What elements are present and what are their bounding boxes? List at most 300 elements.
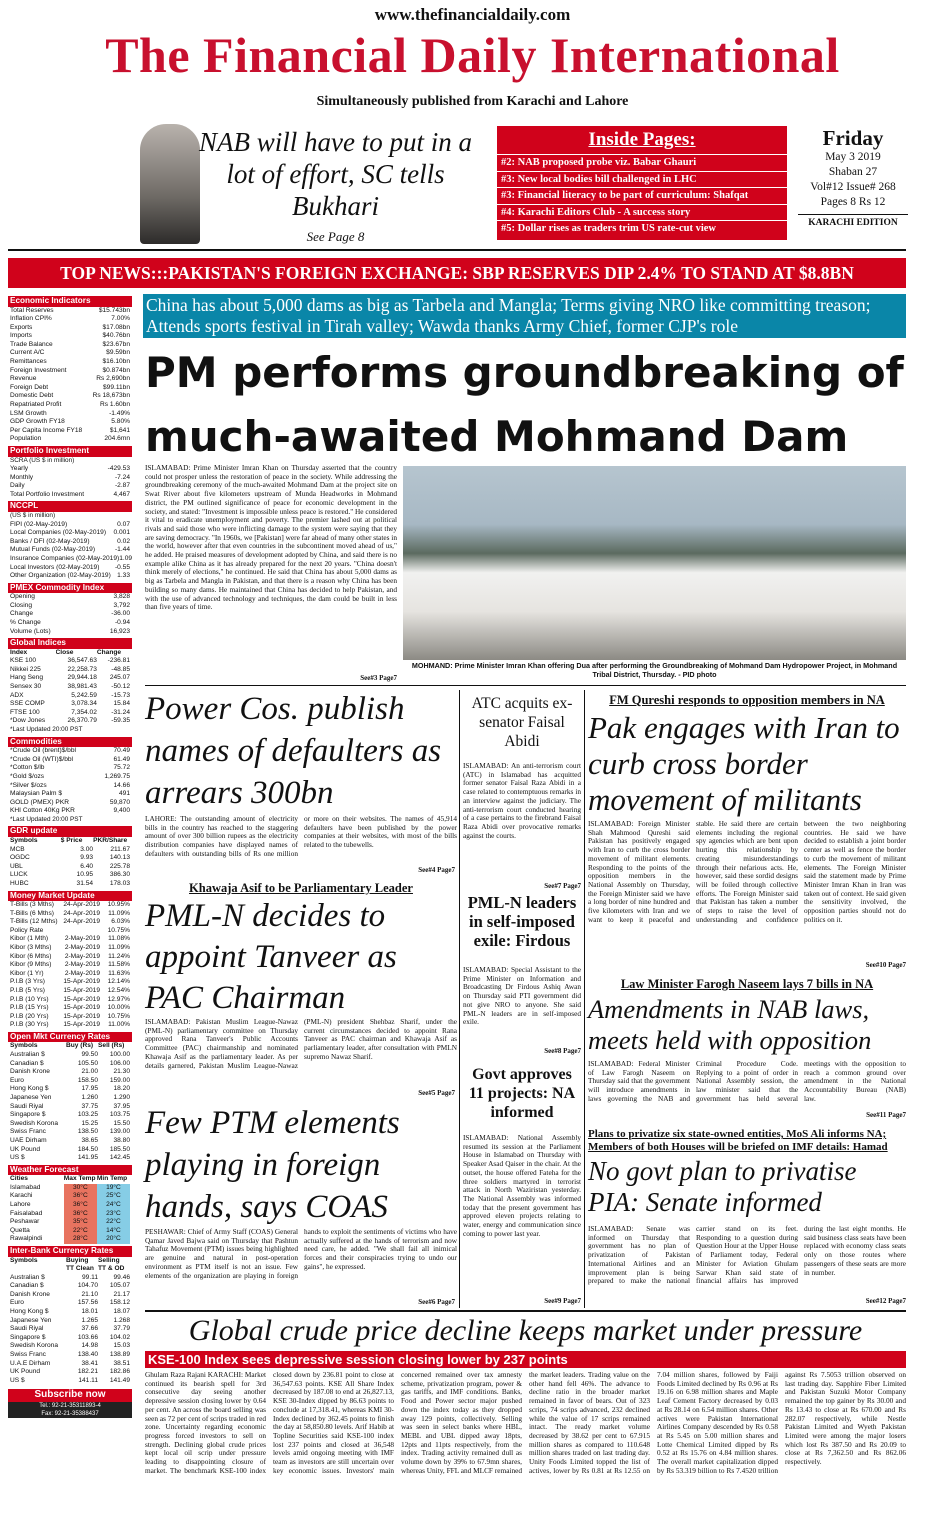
- weather-cell: 19°C: [97, 1184, 130, 1193]
- openmkt-cell: Swedish Korona: [10, 1119, 59, 1127]
- econ-label: Inflation CPI%: [10, 315, 52, 323]
- indices-cell: FTSE 100: [10, 708, 40, 716]
- commodities-value: 491: [118, 790, 130, 798]
- econ-value: 7.00%: [111, 315, 130, 323]
- commodities-row: [8, 773, 132, 782]
- money-cell: 11.09%: [108, 909, 130, 917]
- openmkt-cell: 21.30: [113, 1068, 130, 1076]
- money-cell: 2-May-2019: [64, 961, 100, 969]
- top-news-banner[interactable]: TOP NEWS:::PAKISTAN'S FOREIGN EXCHANGE: SBP RESERVES DIP 2.4% TO STAND AT $8.8BN: [8, 258, 906, 288]
- commodities-row: [8, 782, 132, 791]
- masthead-title: The Financial Daily International: [105, 27, 840, 83]
- pmex-row: [8, 593, 132, 602]
- commodities-value: 61.49: [113, 755, 130, 763]
- openmkt-cell: Danish Krone: [10, 1068, 50, 1076]
- interbank-cell: 141.11: [78, 1376, 98, 1384]
- indices-cell: 36,547.63: [67, 657, 97, 665]
- openmkt-cell: 103.75: [109, 1111, 130, 1119]
- econ-value: $99.11bn: [102, 383, 130, 391]
- money-cell: P.I.B (15 Yrs): [10, 1004, 49, 1012]
- money-cell: T-Bills (3 Mths): [10, 901, 54, 909]
- gdr-cell: HUBC: [10, 879, 29, 887]
- weather-cell: 23°C: [97, 1210, 130, 1219]
- openmkt-cell: Australian $: [10, 1051, 45, 1059]
- gdr-header: PKR/Share: [93, 836, 128, 844]
- indices-cell: 245.07: [109, 674, 130, 682]
- econ-label: Population: [10, 435, 42, 443]
- interbank-table: [8, 1257, 132, 1386]
- commodities-label: GOLD (PMEX) PKR: [10, 798, 69, 806]
- gdr-cell: 211.67: [110, 845, 130, 853]
- interbank-cell: 99.11: [81, 1273, 98, 1281]
- interbank-cell: US $: [10, 1376, 25, 1384]
- commodities-row: [8, 747, 132, 756]
- money-cell: P.I.B (3 Yrs): [10, 978, 45, 986]
- openmkt-header: Symbols: [10, 1042, 38, 1050]
- pia-body: ISLAMABAD: Senate was informed on Thursday that government has no plan of privatization of Pakistan International Airlines and an improvement plan is being prepared to make the national carrier stand on its feet. Responding to a question during Question Hour at the Upper House of Parliament today, Federal Minister for Aviation Ghulam Sarwar Khan said state of financial affairs has improved during the last eight months. He said business class seats have been replaced with economy class seats only on those routes where passengers of these seats are more in number.: [588, 1225, 906, 1286]
- nccpl-row: [8, 529, 132, 538]
- commodities-title: Commodities: [8, 737, 132, 748]
- money-cell: 15-Apr-2019: [63, 978, 100, 986]
- pmex-label: Opening: [10, 593, 35, 601]
- interbank-cell: Japanese Yen: [10, 1316, 52, 1324]
- money-cell: T-Bills (12 Mths): [10, 918, 58, 926]
- weather-cell: 36°C: [64, 1192, 97, 1201]
- weather-cell: 20°C: [97, 1235, 130, 1244]
- openmkt-title: Open Mkt Currency Rates: [8, 1032, 132, 1043]
- pmex-row: [8, 602, 132, 611]
- openmkt-cell: 1.260: [81, 1094, 98, 1101]
- section-divider: [145, 1310, 906, 1312]
- econ-row: [8, 401, 132, 410]
- econ-label: Foreign Debt: [10, 383, 49, 391]
- nccpl-value: -0.55: [114, 563, 130, 571]
- pmex-row: [8, 628, 132, 637]
- money-cell: 10.75%: [107, 1012, 130, 1020]
- econ-row: [8, 427, 132, 436]
- openmkt-cell: Singapore $: [10, 1111, 46, 1119]
- money-cell: 12.97%: [107, 995, 130, 1003]
- interbank-cell: 1.268: [113, 1316, 130, 1324]
- interbank-cell: 105.07: [109, 1282, 130, 1290]
- commodities-note: *Last Updated 20:00 PST: [10, 815, 83, 823]
- pml-headline[interactable]: PML-N decides to appoint Tanveer as PAC Chairman: [145, 898, 397, 1016]
- money-cell: Kibor (1 Yr): [10, 969, 44, 977]
- econ-title: Economic Indicators: [8, 296, 132, 307]
- portfolio-subtitle: SCRA (US $ in million): [10, 456, 75, 464]
- govt-headline[interactable]: Govt approves 11 projects: NA informed: [468, 1066, 576, 1121]
- inside-item[interactable]: #2: NAB proposed probe viz. Babar Ghauri: [497, 154, 787, 171]
- interbank-cell: Hong Kong $: [10, 1308, 49, 1316]
- lead-headline[interactable]: PM performs groundbreaking of much-awaited Mohmand Dam: [145, 348, 904, 461]
- iran-see: See#10 Page7: [865, 961, 906, 969]
- money-cell: 2-May-2019: [64, 935, 100, 943]
- crude-headline[interactable]: Global crude price decline keeps market under pressure: [188, 1314, 863, 1347]
- econ-label: Remittances: [10, 358, 47, 366]
- teaser-photo: [140, 124, 200, 244]
- gdr-cell: MCB: [10, 845, 25, 853]
- interbank-cell: 38.51: [113, 1359, 130, 1367]
- pia-tagline: Plans to privatize six state-owned entities, MoS Ali informs NA; Members of both Houses will be briefed on IMF details: Hamad: [588, 1128, 888, 1153]
- date-volume: Vol#12 Issue# 268: [810, 181, 896, 193]
- econ-label: Repatriated Profit: [10, 401, 62, 409]
- pml-see: See#5 Page7: [418, 1089, 455, 1097]
- money-cell: 15-Apr-2019: [63, 986, 100, 994]
- indices-cell: 7,354.02: [71, 708, 97, 716]
- openmkt-cell: 158.50: [77, 1076, 98, 1084]
- openmkt-cell: UK Pound: [10, 1145, 41, 1153]
- econ-row: [8, 358, 132, 367]
- interbank-header: Selling: [98, 1256, 120, 1264]
- econ-value: $40.76bn: [102, 332, 130, 340]
- econ-row: [8, 367, 132, 376]
- indices-cell: ADX: [10, 691, 24, 699]
- pmln-see: See#8 Page7: [544, 1047, 581, 1055]
- weather-header: Min Temp: [96, 1175, 128, 1183]
- inside-pages-box: [497, 126, 787, 240]
- weather-cell: 36°C: [64, 1210, 97, 1219]
- interbank-cell: 104.70: [77, 1282, 98, 1290]
- interbank-cell: Swiss Franc: [10, 1351, 46, 1359]
- nccpl-title: NCCPL: [8, 501, 132, 512]
- portfolio-label: Monthly: [10, 473, 34, 481]
- interbank-cell: 104.02: [109, 1333, 130, 1341]
- interbank-cell: 38.41: [81, 1359, 98, 1367]
- openmkt-cell: 37.95: [113, 1102, 130, 1110]
- dam-ceremony-photo: [403, 466, 906, 660]
- nccpl-row: [8, 564, 132, 573]
- interbank-cell: Singapore $: [10, 1333, 46, 1341]
- nccpl-label: Local Companies (02-May-2019): [10, 529, 107, 537]
- kse-subhead-bar: KSE-100 Index sees depressive session closing lower by 237 points: [145, 1351, 906, 1368]
- indices-note: *Last Updated 20:00 PST: [10, 726, 83, 734]
- econ-label: Trade Balance: [10, 340, 53, 348]
- econ-label: Current A/C: [10, 349, 45, 357]
- lead-body: ISLAMABAD: Prime Minister Imran Khan on Thursday asserted that the country could not prosper unless the restoration of peace in the society. While addressing the groundbreaking ceremony of the much-awaited Mohmand Dam at the project site on Swat River about five kilometers upstream of Munda Headworks in Mohmand district, the PM outlined significance of peace for economic development in the society, and stated: "Investment is impossible unless peace is restored." He considered it vital to eradicate unemployment and poverty. The premier lashed out at political rivals and said those who were inflicting damage to the system were saying that they are saving democracy. "In 1960s, we [Pakistan] were far ahead of many other states in the world, however after that even countries in the subcontinent moved ahead of us," he added. He praised measures of development adopted by China, and said there is no example alike China as it has already prepared for the next 20 years. "China doesn't think merely of elections," he continued. He said that China has about 5,000 dams as big as Tarbela and Mangla in Pakistan, and that there is a reason why China has been building so many dams. He maintained that China has decided to help Pakistan, and with the use of advanced technology and techniques, the dam could be built in less than five years of time.: [145, 464, 397, 612]
- openmkt-cell: Euro: [10, 1076, 24, 1084]
- gdr-cell: 386.30: [109, 871, 130, 879]
- nccpl-value: 0.02: [117, 537, 130, 545]
- atc-see: See#7 Page7: [544, 882, 581, 890]
- money-cell: 12.54%: [107, 986, 130, 994]
- weather-cell: 36°C: [64, 1201, 97, 1210]
- nccpl-label: FIPI (02-May-2019): [10, 520, 68, 528]
- commodities-value: 14.66: [113, 781, 130, 789]
- weather-cell: 28°C: [64, 1235, 97, 1244]
- indices-title: Global Indices: [8, 638, 132, 649]
- market-sidebar: [8, 294, 132, 1418]
- gdr-cell: LUCK: [10, 871, 28, 879]
- weather-cell: Peshawar: [10, 1218, 40, 1226]
- openmkt-cell: 139.00: [109, 1128, 130, 1136]
- pmex-label: Change: [10, 610, 34, 618]
- commodities-row: [8, 764, 132, 773]
- indices-cell: 38,981.43: [67, 683, 97, 691]
- openmkt-cell: 100.00: [109, 1051, 130, 1059]
- weather-cell: 22°C: [64, 1227, 97, 1236]
- indices-cell: *Dow Jones: [10, 717, 46, 725]
- openmkt-cell: 15.50: [113, 1119, 130, 1127]
- teaser-headline[interactable]: NAB will have to put in a lot of effort, SC tells Bukhari: [199, 127, 472, 221]
- section-divider: [145, 685, 906, 686]
- pmex-title: PMEX Commodity Index: [8, 583, 132, 594]
- date-hijri: Shaban 27: [828, 166, 878, 178]
- openmkt-table: [8, 1042, 132, 1162]
- interbank-cell: 15.03: [113, 1342, 130, 1350]
- indices-cell: 5,242.59: [71, 691, 97, 699]
- money-cell: 6.03%: [111, 918, 130, 926]
- site-url[interactable]: www.thefinancialdaily.com: [374, 5, 571, 24]
- subscribe-fax: Fax: 92-21-35388437: [8, 1410, 132, 1418]
- interbank-cell: 103.66: [77, 1333, 98, 1341]
- indices-cell: 22,258.73: [67, 665, 97, 673]
- money-cell: P.I.B (30 Yrs): [10, 1021, 49, 1029]
- commodities-label: *Gold $/ozs: [10, 772, 45, 780]
- openmkt-cell: Japanese Yen: [10, 1094, 52, 1101]
- weather-cell: Karachi: [10, 1192, 33, 1200]
- indices-cell: 15.84: [113, 700, 130, 708]
- openmkt-cell: Swiss Franc: [10, 1128, 46, 1136]
- econ-label: Foreign Investment: [10, 366, 67, 374]
- econ-value: 204.6mn: [104, 435, 130, 443]
- econ-value: $9.59bn: [106, 349, 130, 357]
- money-cell: [61, 927, 100, 936]
- interbank-cell: Australian $: [10, 1273, 45, 1281]
- money-cell: 24-Apr-2019: [63, 901, 100, 909]
- money-cell: Policy Rate: [10, 926, 44, 934]
- openmkt-cell: 18.20: [113, 1085, 130, 1093]
- commodities-label: KHI Cotton 40Kg PKR: [10, 807, 75, 815]
- gdr-cell: 9.93: [80, 854, 94, 862]
- inside-item[interactable]: #4: Karachi Editors Club - A success story: [497, 204, 787, 221]
- commodities-value: 75.72: [113, 764, 130, 772]
- interbank-cell: 18.01: [81, 1308, 98, 1316]
- econ-value: $23.67bn: [102, 340, 130, 348]
- openmkt-cell: 21.00: [81, 1068, 98, 1076]
- money-cell: 2-May-2019: [64, 952, 100, 960]
- commodities-value: 1,269.75: [104, 772, 130, 780]
- dam-photo-caption: MOHMAND: Prime Minister Imran Khan offering Dua after performing the Groundbreaking of Mohmand Dam Hydropower Project, in Mohmand Tribal District, Thursday. - PID photo: [411, 661, 898, 679]
- openmkt-cell: UAE Dirham: [10, 1136, 47, 1144]
- openmkt-cell: 141.95: [77, 1154, 98, 1162]
- inside-item[interactable]: #3: Financial literacy to be part of curriculum: Shafqat: [497, 187, 787, 204]
- econ-label: Domestic Debt: [10, 392, 54, 400]
- money-cell: 2-May-2019: [64, 969, 100, 977]
- money-title: Money Market Update: [8, 891, 132, 902]
- weather-cell: 24°C: [97, 1201, 130, 1210]
- openmkt-cell: 99.50: [81, 1051, 98, 1059]
- openmkt-header: Buy (Rs): [66, 1042, 94, 1050]
- weather-cell: Lahore: [10, 1201, 31, 1209]
- teaser-see: See Page 8: [306, 229, 365, 244]
- column-rule: [584, 690, 585, 1308]
- interbank-cell: Euro: [10, 1299, 24, 1307]
- power-see: See#4 Page7: [418, 866, 455, 874]
- portfolio-row: [8, 482, 132, 491]
- commodities-label: Malaysian Palm $: [10, 790, 63, 798]
- econ-row: [8, 375, 132, 384]
- indices-cell: Sensex 30: [10, 683, 42, 691]
- pmex-row: [8, 610, 132, 619]
- money-cell: 11.08%: [108, 935, 130, 943]
- weather-cell: Quetta: [10, 1226, 30, 1234]
- nccpl-value: 0.001: [113, 529, 130, 537]
- pmex-value: -36.00: [111, 610, 130, 618]
- column-rule: [459, 690, 460, 1308]
- nccpl-value: 1.33: [117, 572, 130, 580]
- money-cell: 11.24%: [108, 952, 130, 960]
- money-cell: 10.00%: [107, 1004, 130, 1012]
- openmkt-cell: Canadian $: [10, 1059, 44, 1067]
- portfolio-value: -7.24: [114, 473, 130, 481]
- indices-cell: SSE COMP: [10, 700, 45, 708]
- commodities-label: *Crude Oil (WTI)$/bbl: [10, 755, 74, 763]
- interbank-cell: Danish Krone: [10, 1290, 50, 1298]
- nccpl-row: [8, 538, 132, 547]
- money-cell: 11.00%: [108, 1021, 130, 1029]
- econ-value: $17.08bn: [102, 323, 130, 331]
- inside-item[interactable]: #3: New local bodies bill challenged in LHC: [497, 171, 787, 188]
- ptm-headline[interactable]: Few PTM elements playing in foreign hands, says COAS: [145, 1105, 400, 1225]
- commodities-row: [8, 756, 132, 765]
- nccpl-subtitle: (US $ in million): [10, 511, 56, 519]
- pmex-value: 16,923: [109, 627, 130, 635]
- econ-label: Per Capita Income FY18: [10, 426, 83, 434]
- interbank-cell: 37.79: [113, 1325, 130, 1333]
- indices-cell: -236.81: [107, 657, 130, 665]
- gdr-cell: 6.40: [80, 862, 94, 870]
- inside-pages-title: Inside Pages:: [588, 129, 696, 150]
- openmkt-cell: 1.290: [113, 1094, 130, 1101]
- indices-header: Change: [96, 648, 122, 656]
- econ-row: [8, 410, 132, 419]
- econ-row: [8, 392, 132, 401]
- commodities-label: *Silver $/ozs: [10, 781, 47, 789]
- interbank-cell: 1.265: [81, 1316, 98, 1324]
- govt-see: See#9 Page7: [544, 1297, 581, 1305]
- power-headline[interactable]: Power Cos. publish names of defaulters as arrears 300bn: [145, 691, 442, 811]
- subscribe-button[interactable]: Subscribe now: [8, 1389, 132, 1402]
- weather-header: Cities: [10, 1175, 28, 1183]
- gdr-table: [8, 837, 132, 889]
- commodities-row: [8, 807, 132, 816]
- openmkt-cell: 15.25: [81, 1119, 98, 1127]
- crude-body: Ghulam Raza Rajani KARACHI: Market continued its bearish spell for 3rd consecutive day seeing another depressive session closing lower by 0.64 per cent. An across the board selling was seen as 72 per cent of scrips traded in red zone. Uncertainty regarding economic progress forced investors to sell on strength. Declining global crude prices kept local oil scrip under pressure leading to disappointing closure of market. The benchmark KSE-100 index closed down by 236.81 point to close at 36,547.63 points. KSE All Share Index decreased by 187.08 to end at 26,827.13, KSE 30-Index dipped by 86.63 points to conclude at 17,318.41, whereas KMI 30-Index declined by 362.45 points to finish the day at 58,850.80 levels. Arif Habib at Topline Securities said KSE-100 index lost 237 points and closed at 36,548 levels amid ongoing meeting with IMF team as investors are still uncertain over key economic issues. Investors' main concerned remained over tax amnesty scheme, privatization program, power & gas tariffs, and IMF conditions. Banks, Food and Power sector major pushed down the index today as they dropped away 129 points, collectively. Selling was seen in select banks where HBL, MEBL and UBL dipped away 18pts, 12pts and 11pts respectively, from the index. Trading activity remained dull as volume down by 39% to 67.9mn shares, whereas Unity, FFL and MLCF remained the market leaders. Trading value on the other hand fell 46%. The advance to decline ratio in the broader market remained in favor of bears. Out of 323 scrips, 74 scrips advanced, 232 declined while the value of 17 scrips remained intact. The ready market volume decreased by 38.62 per cent to 67.915 million shares as compared to 110.648 million shares traded on last trading day. Unity Foods Limited topped the list of actives, lower by Rs 0.81 at Rs 12.55 on 7.04 million shares, followed by Faiji Foods Limited declined by Rs 0.96 at Rs 19.16 on 6.98 million shares and Maple Leaf Cement Factory decreased by 0.03 at Rs 28.14 on 6.54 million shares. Other actives were Pakistan International Airlines Company descended by Rs 0.58 at Rs 5.45 on 5.00 million shares and Lotte Chemical Limited dipped by Rs 0.52 at Rs 15.76 on 4.84 million shares. The overall market capitalization dipped by Rs 53.319 billion to Rs 7.4520 trillion against Rs 7.5053 trillion observed on last trading day. Sapphire Fiber Limited and Pakistan Suzuki Motor Company remained the top gainer by Rs 30.00 and Rs 13.43 to close at Rs 670.00 and Rs 282.07 respectively, while Nestle Pakistan Limited and Wyeth Pakistan Limited were among the major losers which lost Rs 387.50 and Rs 20.09 to close at Rs 7,362.50 and Rs 862.06 respectively.: [145, 1371, 906, 1475]
- indices-cell: 29,944.18: [67, 674, 97, 682]
- econ-row: [8, 349, 132, 358]
- pia-headline[interactable]: No govt plan to privatise PIA: Senate informed: [588, 1156, 857, 1217]
- interbank-cell: 37.66: [81, 1325, 98, 1333]
- indices-cell: KSE 100: [10, 657, 37, 665]
- interbank-cell: 138.40: [77, 1351, 98, 1359]
- pmex-label: Closing: [10, 601, 32, 609]
- pia-see: See#12 Page7: [865, 1297, 906, 1305]
- money-cell: 15-Apr-2019: [63, 995, 100, 1003]
- edition-label: KARACHI EDITION: [798, 214, 908, 228]
- interbank-cell: 21.10: [81, 1290, 98, 1298]
- interbank-cell: 138.89: [109, 1351, 130, 1359]
- indices-header: Close: [55, 648, 74, 656]
- econ-label: LSM Growth: [10, 409, 47, 417]
- gdr-cell: UBL: [10, 862, 23, 870]
- money-cell: 10.95%: [107, 901, 130, 909]
- interbank-cell: 182.86: [109, 1368, 130, 1376]
- interbank-cell: UK Pound: [10, 1368, 41, 1376]
- money-cell: 24-Apr-2019: [63, 909, 100, 917]
- interbank-header: Symbols: [10, 1256, 38, 1264]
- nccpl-row: [8, 555, 132, 564]
- indices-cell: Hang Seng: [10, 674, 43, 682]
- indices-table: [8, 649, 132, 726]
- amend-headline[interactable]: Amendments in NAB laws, meets held with opposition: [588, 994, 872, 1055]
- interbank-cell: Canadian $: [10, 1282, 44, 1290]
- openmkt-cell: US $: [10, 1154, 25, 1162]
- indices-cell: -15.73: [111, 691, 130, 699]
- inside-item[interactable]: #5: Dollar rises as traders trim US rate-cut view: [497, 220, 787, 237]
- weather-cell: 30°C: [64, 1184, 97, 1193]
- money-cell: 11.58%: [108, 961, 130, 969]
- weather-cell: Rawalpindi: [10, 1235, 43, 1243]
- money-cell: P.I.B (10 Yrs): [10, 995, 49, 1003]
- indices-header: Index: [10, 648, 28, 656]
- iran-headline[interactable]: Pak engages with Iran to curb cross border movement of militants: [588, 710, 900, 817]
- pmex-value: 3,792: [113, 601, 130, 609]
- commodities-label: *Crude Oil (brent)$/bbl: [10, 747, 76, 755]
- atc-headline[interactable]: ATC acquits ex-senator Faisal Abidi: [471, 695, 573, 750]
- indices-cell: -48.85: [111, 665, 130, 673]
- indices-cell: Nikkei 225: [10, 665, 41, 673]
- openmkt-cell: 38.65: [81, 1136, 98, 1144]
- nccpl-label: Other Organization (02-May-2019): [10, 572, 111, 580]
- gdr-header: $ Price: [60, 836, 83, 844]
- money-cell: Kibor (3 Mths): [10, 944, 52, 951]
- openmkt-header: Sell (Rs): [98, 1042, 125, 1050]
- interbank-cell: 99.46: [113, 1273, 130, 1281]
- econ-row: [8, 324, 132, 333]
- interbank-subheader: [10, 1265, 66, 1274]
- iran-body: ISLAMABAD: Foreign Minister Shah Mahmood Qureshi said Pakistan has positively engaged with Iran to curb the cross border movement of militant elements. Responding to the points of the opposition members in the National Assembly on Thursday, the Foreign Minister said we have a long border of nine hundred and five kilometers with Iran and we want to keep it peaceful and stable. He said there are certain elements including the regional spy agencies which are bent upon hurting this relationship by creating misunderstandings through their nefarious acts. He, however, said these sordid designs will be foiled through collective efforts. The Foreign Minister said that Pakistan has taken a number of steps to raise the level of understanding and confidence between the two neighboring countries. He said we have decided to establish a joint border center as well as fence the border to curb the movement of militant elements. The Foreign Minister said the statement made by Prime Minister Imran Khan in Iran was taken out of context. He said given the sensitivity involved, the opposition parties should not do politics on it.: [588, 820, 906, 924]
- commodities-row: [8, 790, 132, 799]
- weather-cell: 35°C: [64, 1218, 97, 1227]
- portfolio-row: [8, 465, 132, 474]
- weather-cell: 25°C: [97, 1192, 130, 1201]
- portfolio-row: [8, 491, 132, 500]
- money-cell: 15-Apr-2019: [63, 1004, 100, 1012]
- openmkt-cell: 38.80: [113, 1136, 130, 1144]
- openmkt-cell: 17.95: [81, 1085, 98, 1093]
- weather-header: Max Temp: [63, 1175, 96, 1183]
- interbank-cell: Saudi Riyal: [10, 1325, 44, 1333]
- commodities-label: *Cotton $/lb: [10, 764, 45, 772]
- pmln-body: ISLAMABAD: Special Assistant to the Prime Minister on Information and Broadcasting Dr Firdous Ashiq Awan on Thursday said PTI government did not give NRO to anyone. She said PML-N leaders are in self-imposed exile.: [463, 966, 581, 1027]
- portfolio-value: 4,467: [113, 490, 130, 498]
- interbank-title: Inter-Bank Currency Rates: [8, 1246, 132, 1257]
- money-cell: 11.09%: [108, 944, 130, 951]
- money-cell: Kibor (9 Mths): [10, 961, 52, 969]
- money-cell: 15-Apr-2019: [63, 1012, 100, 1020]
- money-cell: P.I.B (20 Yrs): [10, 1012, 49, 1020]
- amend-see: See#11 Page7: [866, 1111, 906, 1119]
- nccpl-label: Banks / DFI (02-May-2019): [10, 537, 90, 545]
- pmln-headline[interactable]: PML-N leaders in self-imposed exile: Firdous: [467, 893, 577, 950]
- openmkt-cell: 159.00: [109, 1076, 130, 1084]
- indices-cell: -50.12: [111, 683, 130, 691]
- econ-value: $15.743bn: [98, 306, 130, 314]
- gdr-title: GDR update: [8, 826, 132, 837]
- money-cell: 11.63%: [108, 969, 130, 977]
- pmex-label: Volume (Lots): [10, 627, 51, 635]
- openmkt-cell: 105.50: [77, 1059, 98, 1067]
